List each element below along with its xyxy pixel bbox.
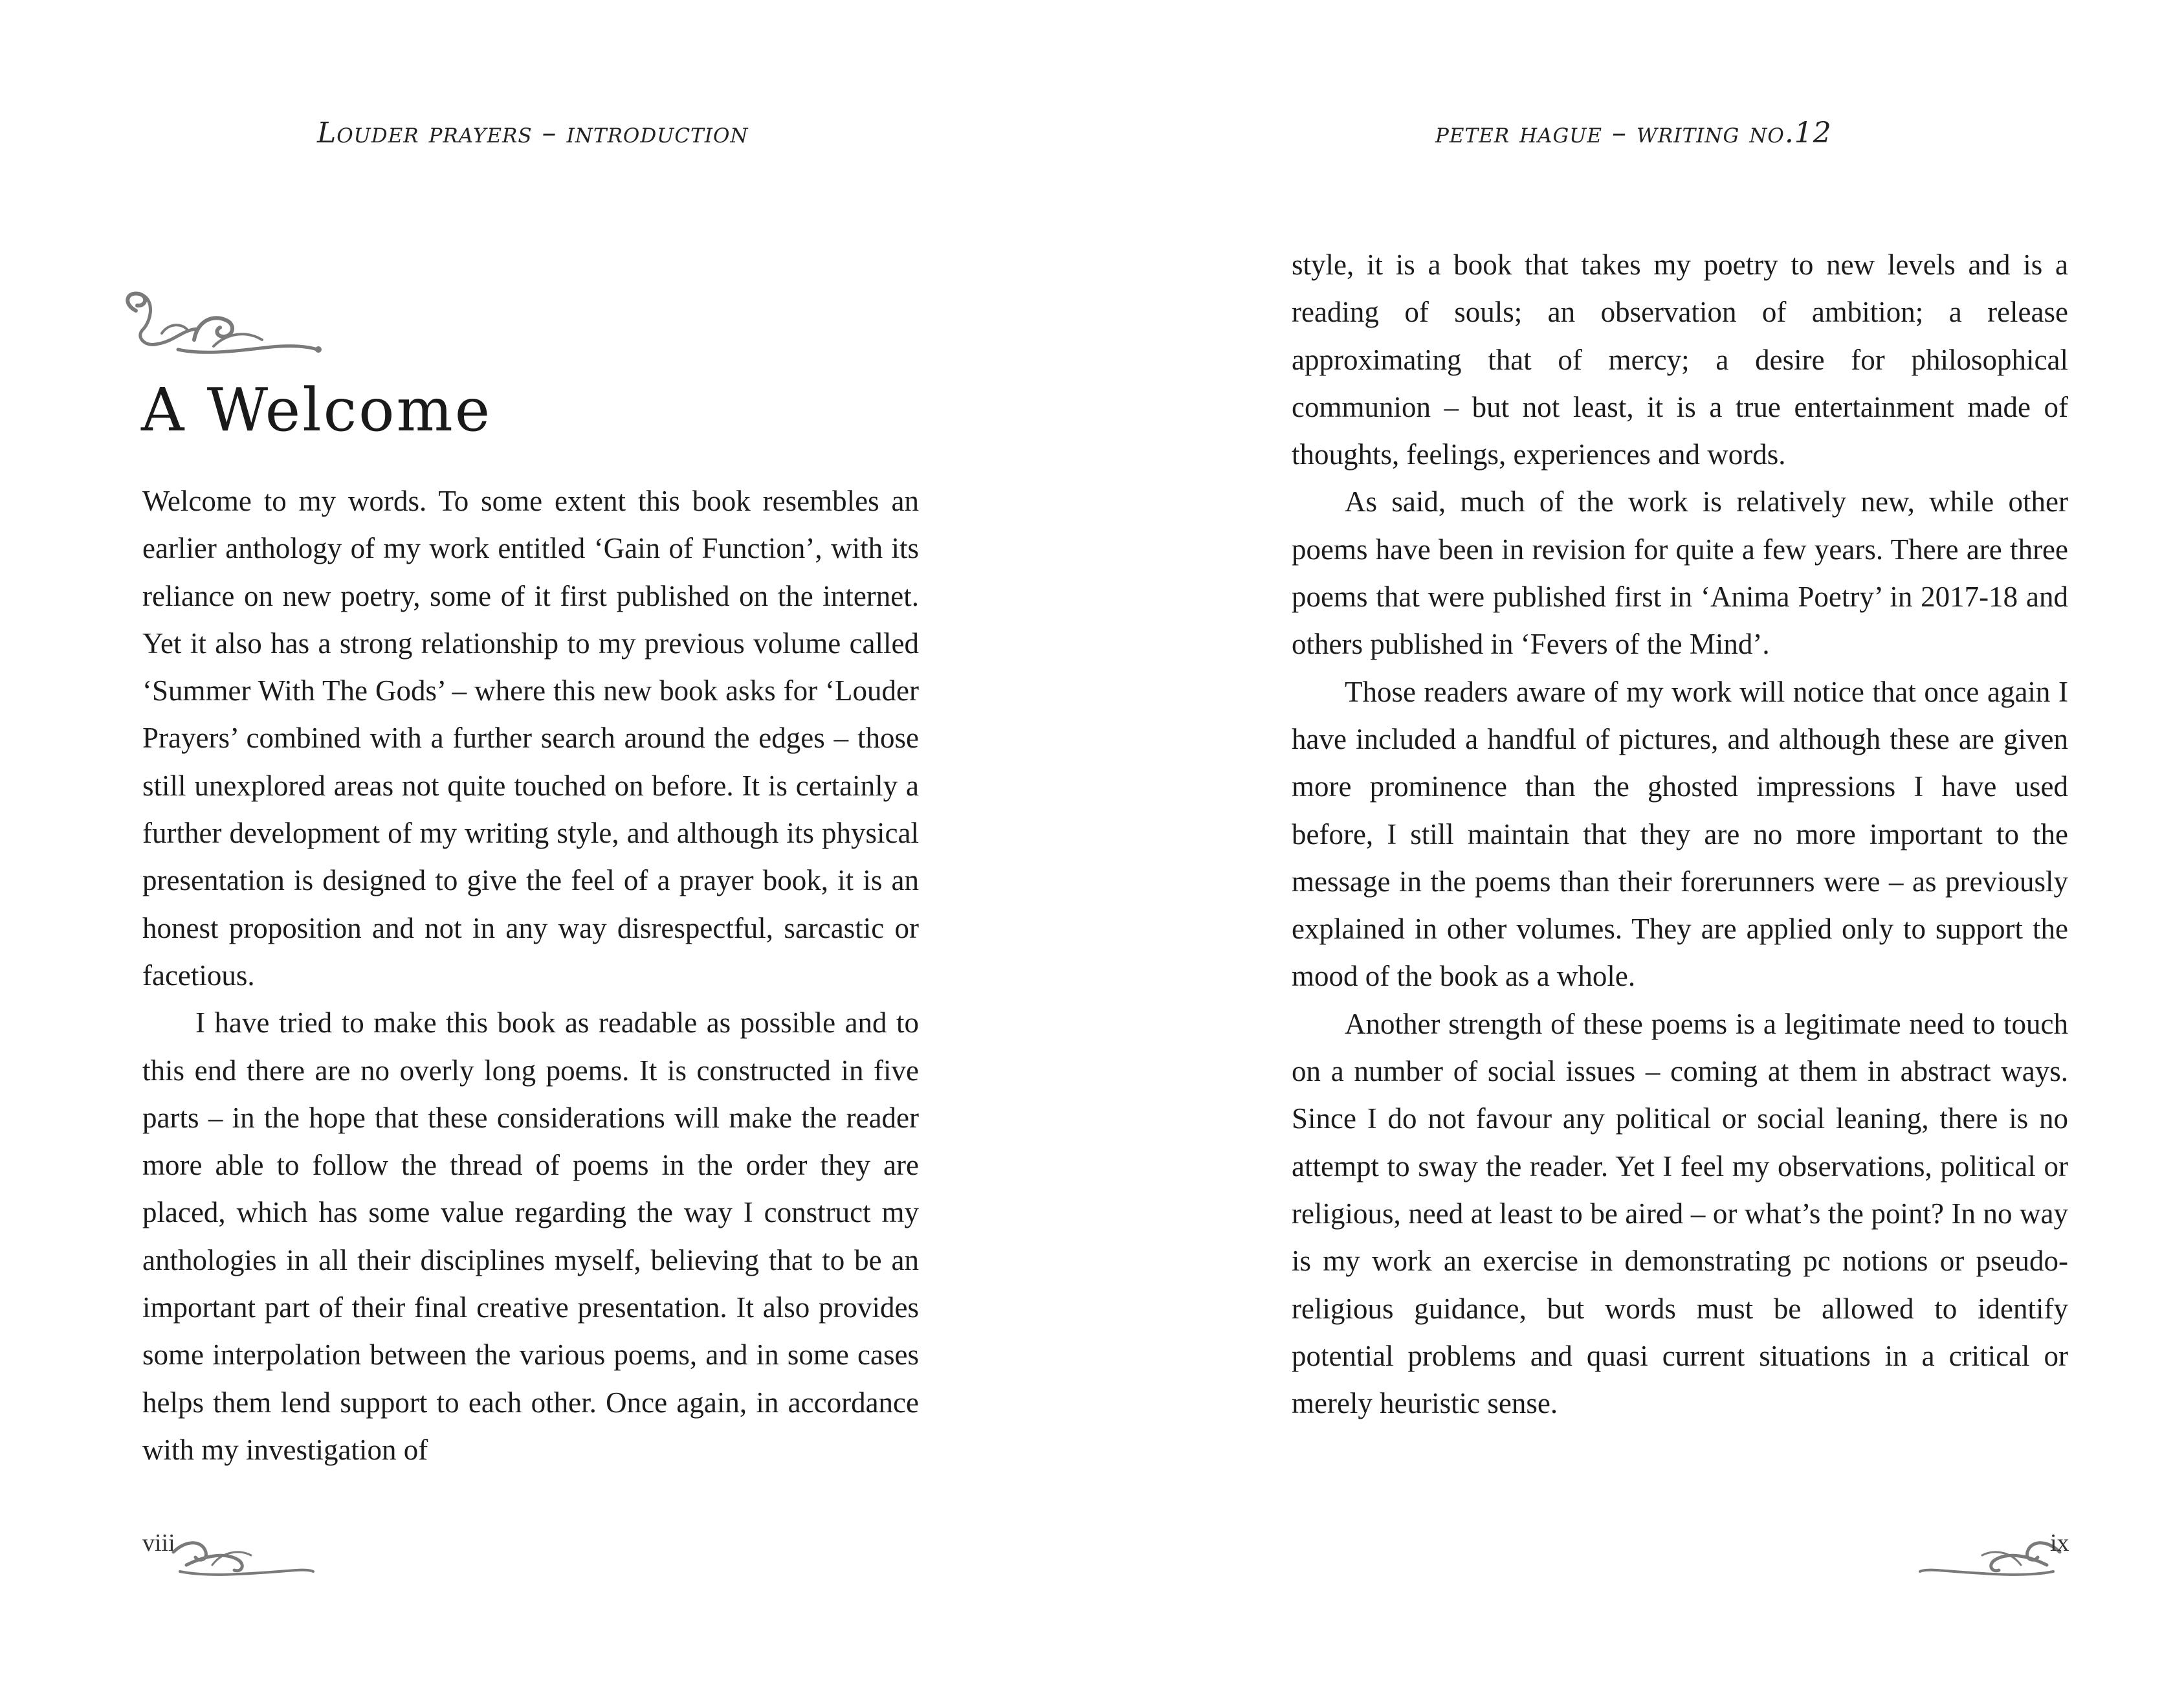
body-text-right [1292,241,2068,1427]
flourish-ornament-icon [116,285,324,369]
paragraph: I have tried to make this book as readable as possible and to this end there are no overly long poems. It is constructed in five parts – in the hope that these considerations will make the reader more able to follow the thread of poems in the order they are placed, which has some value regarding the way I construct my anthologies in all their disciplines myself, believing that to be an important part of their final creative presentation. It also provides some interpolation between the various poems, and in some cases helps them lend support to each other. Once again, in accordance with my investigation of [142,1006,919,1466]
chapter-title: A Welcome [141,375,492,445]
paragraph: Another strength of these poems is a legitimate need to touch on a number of social issues – coming at them in abstract ways. Since I do not favour any political or social leaning, there is no attempt to sway the reader. Yet I feel my observations, political or religious, need at least to be aired – or what’s the point? In no way is my work an exercise in demonstrating pc notions or pseudo-religious guidance, but words must be allowed to identify potential problems and quasi current situations in a critical or merely heuristic sense. [1292,1007,2068,1420]
running-head-left: Louder prayers – introduction [317,117,749,150]
page-number-right: ix [2050,1529,2069,1557]
flourish-ornament-icon [167,1526,316,1584]
paragraph: Those readers aware of my work will notice that once again I have included a handful of pictures, and although these are given more prominence than the ghosted impressions I have used before, I still maintain that they are no more important to the message in the poems than their forerunners were – as previously explained in other volumes. They are applied only to support the mood of the book as a whole. [1292,675,2068,993]
right-page [1092,0,2184,1699]
paragraph: style, it is a book that takes my poetry to new levels and is a reading of souls; an observation of ambition; a release approximating that of mercy; a desire for philosophical communion – but not least, it is a true entertainment made of thoughts, feelings, experiences and words. [1292,249,2068,471]
paragraph: Welcome to my words. To some extent this book resembles an earlier anthology of my work entitled ‘Gain of Function’, with its reliance on new poetry, some of it first published on the internet. Yet it also has a strong relationship to my previous volume called ‘Summer With The Gods’ – where this new book asks for ‘Louder Prayers’ combined with a further search around the edges – those still unexplored areas not quite touched on before. It is certainly a further development of my writing style, and although its physical presentation is designed to give the feel of a prayer book, it is an honest proposition and not in any way disrespectful, sarcastic or facetious. [142,485,919,992]
page-number-left: viii [142,1529,175,1557]
flourish-ornament-icon [1917,1526,2066,1584]
body-text-left [142,478,919,1474]
running-head-right: peter hague – writing no.12 [1435,117,1832,150]
paragraph: As said, much of the work is relatively new, while other poems have been in revision for quite a few years. There are three poems that were published first in ‘Anima Poetry’ in 2017-18 and others published in ‘Fevers of the Mind’. [1292,485,2068,661]
